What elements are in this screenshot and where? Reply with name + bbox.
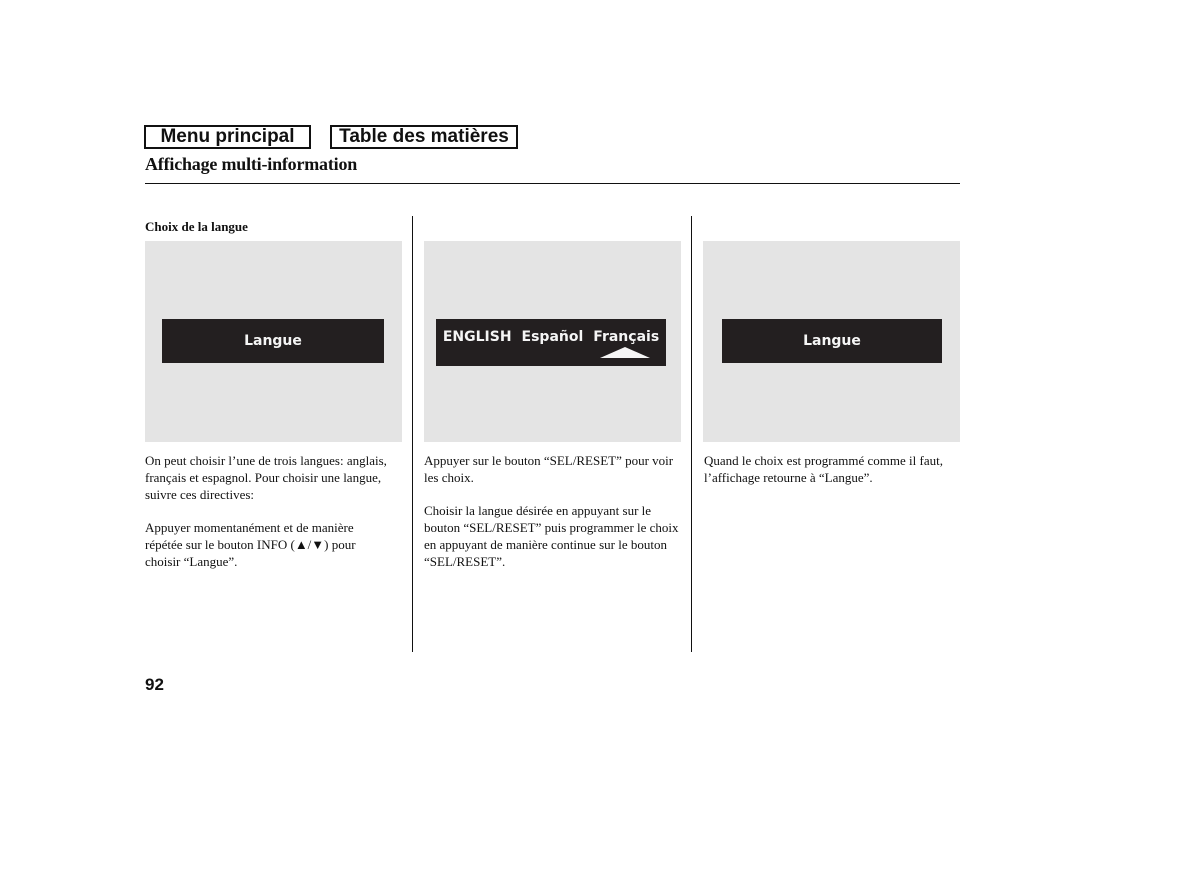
display-panel-left (145, 241, 402, 442)
middle-paragraph-2: Choisir la langue désirée en appuyant sur le bouton “SEL/RESET” puis programmer le choix en appuyant de manière continue sur le bouton “SEL/RESET”. (424, 503, 679, 569)
language-option-english: ENGLISH (442, 329, 512, 345)
language-options (436, 329, 666, 345)
lcd-screen-langue-result: Langue (722, 319, 942, 363)
lcd-screen-langue: Langue (162, 319, 384, 363)
language-option-francais: Français (593, 329, 660, 345)
left-paragraph-2: Appuyer momentanément et de manière répétée sur le bouton INFO (▲/▼) pour choisir “Langue”. (145, 520, 356, 569)
header-rule (145, 183, 960, 184)
language-option-espanol: Español (521, 329, 584, 345)
right-paragraph-1: Quand le choix est programmé comme il faut, l’affichage retourne à “Langue”. (704, 453, 943, 485)
selection-indicator-icon (600, 347, 650, 358)
display-panel-middle (424, 241, 681, 442)
lcd-screen-language-options (436, 319, 666, 366)
main-menu-button[interactable]: Menu principal (144, 125, 311, 149)
table-of-contents-button[interactable]: Table des matières (330, 125, 518, 149)
subsection-heading: Choix de la langue (145, 219, 248, 234)
display-panel-right (703, 241, 960, 442)
middle-paragraph-1: Appuyer sur le bouton “SEL/RESET” pour voir les choix. (424, 453, 674, 485)
column-divider-2 (691, 216, 692, 652)
column-divider-1 (412, 216, 413, 652)
section-title: Affichage multi-information (145, 154, 358, 174)
page-number: 92 (145, 675, 164, 694)
left-paragraph-1: On peut choisir l’une de trois langues: anglais, français et espagnol. Pour choisir une langue, suivre ces directives: (145, 453, 387, 502)
